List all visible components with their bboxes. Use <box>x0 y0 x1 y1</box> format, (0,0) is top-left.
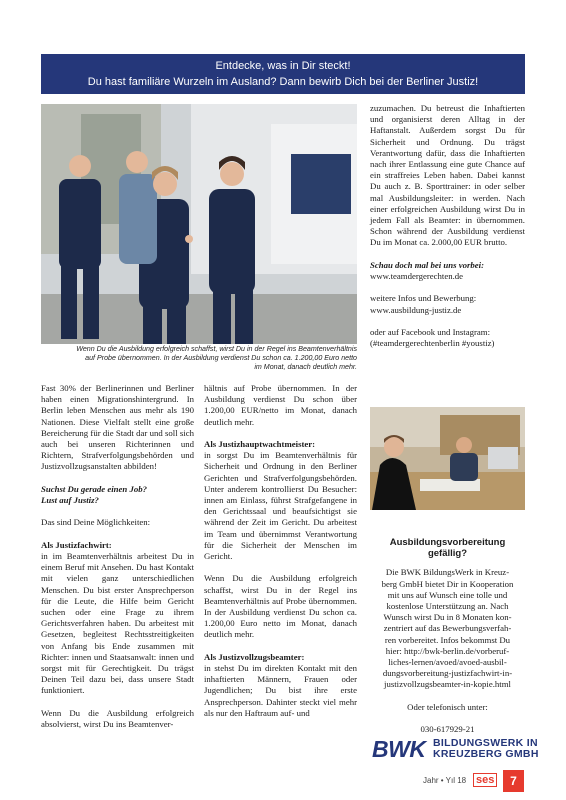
infobox-link-line[interactable]: liches-lernen/avoed/avoed-ausbil- <box>388 657 507 668</box>
training-prep-box <box>370 537 525 735</box>
banner-headline: Entdecke, was in Dir steckt! <box>215 60 351 72</box>
options-intro: Das sind Deine Möglichkeiten: <box>41 517 151 528</box>
ses-logo: ses <box>473 773 497 787</box>
phone-label: Oder telefonisch unter: <box>407 701 488 712</box>
heading-justizfachwirt: Als Justizfachwirt: <box>41 539 112 550</box>
bwk-logo-mark: BWK <box>372 736 426 762</box>
question-job: Suchst Du gerade einen Job? <box>41 483 147 494</box>
phone-number: 030-617929-21 <box>420 724 475 735</box>
caption-line: im Monat, danach deutlich mehr. <box>254 363 357 372</box>
link-ausbildung-justiz[interactable]: www.ausbildung-justiz.de <box>370 304 462 315</box>
infobox-line: kostenlose Unterstützung an. Nach <box>386 601 509 612</box>
link-teamdergerechten[interactable]: www.teamdergerechten.de <box>370 271 464 282</box>
justizhauptwachtmeister-paragraph: in sorgst Du im Beamtenverhältnis für Sicherheit und Ordnung in den Berliner Gerichten und Strafverfolgungsbehörden. Unter anderem kontrollierst Du Besucher: innen am Einlass, führst Strafgefangene in den Gerichtssaal und beaufsichtigst sie während der Zeit im Gericht. Du arbeitest im Team und übernimmst Verantwortung für die Sicherheit der Menschen im Gericht. <box>204 450 357 562</box>
page-number: 7 <box>503 770 524 792</box>
infobox-link-line[interactable]: hier: http://bwk-berlin.de/vorberuf- <box>385 645 510 656</box>
text-column-3 <box>370 103 525 349</box>
outro-paragraph: Wenn Du die Ausbildung erfolgreich absolvierst, wirst Du ins Beamtenver- <box>41 707 194 730</box>
bwk-logo <box>372 736 539 762</box>
infobox-link-line[interactable]: justizvollzugsbeamter-in-kopie.html <box>384 679 511 690</box>
infobox-line: ren vorbereitet. Infos bekommst Du <box>384 634 511 645</box>
text-column-1 <box>41 383 194 730</box>
header-banner <box>41 54 525 94</box>
more-info-label: weitere Infos und Bewerbung: <box>370 293 477 304</box>
justice-officers-photo <box>41 104 357 344</box>
bwk-logo-text <box>433 738 539 760</box>
probation-paragraph: Wenn Du die Ausbildung erfolgreich schaffst, wirst Du in der Regel ins Beamtenverhältnis auf Probe übernommen. In der Ausbildung verdienst Du schon ca. 1.200,00 Euro netto im Monat, danach deutlich mehr. <box>204 573 357 640</box>
continuation-paragraph: hältnis auf Probe übernommen. In der Ausbildung verdienst Du schon über 1.200,00 EUR/netto im Monat, danach deutlich mehr. <box>204 383 357 427</box>
social-label: oder auf Facebook und Instagram: <box>370 327 491 338</box>
continuation-paragraph: zuzumachen. Du betreust die Inhaftierten und organisierst deren Alltag in der Haftanstalt. Außerdem sorgst Du für Sicherheit und Ordnung. Du trägst Verantwortung dafür, dass die Inhaftierten nach ihrer Entlassung eine gute Chance auf ein straffreies Leben haben. Dabei kannst Du auch z. B. Sporttrainer: in oder selber mal Ausbildungsleiter: in werden. Nach einer erfolgreichen Ausbildung wirst Du in jedem Fall als Beamter: in übernommen. Schon während der Ausbildung verdienst Du im Monat ca. 2.000,00 EUR brutto. <box>370 103 525 248</box>
photo-illustration <box>41 104 357 344</box>
infobox-line: mit uns auf Wunsch eine tolle und <box>387 589 508 600</box>
issue-label: Jahr • Yıl 18 <box>423 776 467 785</box>
intro-paragraph: Fast 30% der Berlinerinnen und Berliner haben einen Migrationshintergrund. In Berlin leben Menschen aus mehr als 190 Nationen. Diese Vielfalt stellt eine große Bereicherung für die Stadt dar und soll sich auch bei unseren Richterinnen und Richtern, Strafverfolgungsbehörden und Justizvollzugsanstalten abbilden! <box>41 383 194 472</box>
caption-line: auf Probe übernommen. In der Ausbildung verdienst Du schon ca. 1.200,00 Euro netto <box>85 354 357 363</box>
justizvollzugsbeamter-paragraph: in stehst Du im direkten Kontakt mit den inhaftierten Männern, Frauen oder Jugendlichen; Du bist ihre erste Ansprechperson. Dahinter steckt viel mehr als nur den Haftraum auf- und <box>204 663 357 718</box>
courtroom-illustration <box>370 407 525 510</box>
photo-caption <box>41 345 357 372</box>
justizfachwirt-paragraph: in im Beamtenverhältnis arbeitest Du in einem Beruf mit Ansehen. Du hast Kontakt mit vielen ganz unterschiedlichen Menschen. Du bist erster Ansprechperson für die Leute, die Hilfe beim Gericht suchen oder eine Frage zu ihrem Gerichtsverfahren haben. Du arbeitest mit Gesetzen, begleitest Rechtsstreitigkeiten von Anfang bis Ende zusammen mit Richter: innen und Staatsanwalt: innen und sorgst mit für Gerechtigkeit. Du trägst Deinen Teil dazu bei, dass unsere Stadt funktioniert. <box>41 551 194 696</box>
text-column-2 <box>204 383 357 719</box>
courtroom-photo <box>370 407 525 510</box>
social-hashtags: (#teamdergerechtenberlin #youstiz) <box>370 338 495 349</box>
logo-line: KREUZBERG GMBH <box>433 748 539 760</box>
question-justice: Lust auf Justiz? <box>41 495 99 506</box>
heading-justizvollzugsbeamter: Als Justizvollzugsbeamter: <box>204 651 305 662</box>
infobox-line: Die BWK BildungsWerk in Kreuz- <box>385 567 510 578</box>
caption-line: Wenn Du die Ausbildung erfolgreich schaffst, wirst Du in der Regel ins Beamtenverhältnis <box>76 345 357 353</box>
infobox-line: Wunsch wirst Du in 8 Monaten kon- <box>383 612 512 623</box>
infobox-title: Ausbildungsvorbereitung gefällig? <box>389 537 506 560</box>
infobox-line: zentriert auf das Bewerbungsverfah- <box>383 623 512 634</box>
heading-justizhauptwachtmeister: Als Justizhauptwachtmeister: <box>204 439 316 449</box>
infobox-line: berg GmbH bietet Dir in Kooperation <box>381 578 514 589</box>
logo-line: BILDUNGSWERK IN <box>433 737 538 749</box>
page-footer <box>0 770 566 800</box>
infobox-link-line[interactable]: dungsvorbereitung-justizfachwirt-in- <box>382 668 513 679</box>
banner-subline: Du hast familiäre Wurzeln im Ausland? Dann bewirb Dich bei der Berliner Justiz! <box>87 76 479 88</box>
visit-prompt: Schau doch mal bei uns vorbei: <box>370 259 485 270</box>
